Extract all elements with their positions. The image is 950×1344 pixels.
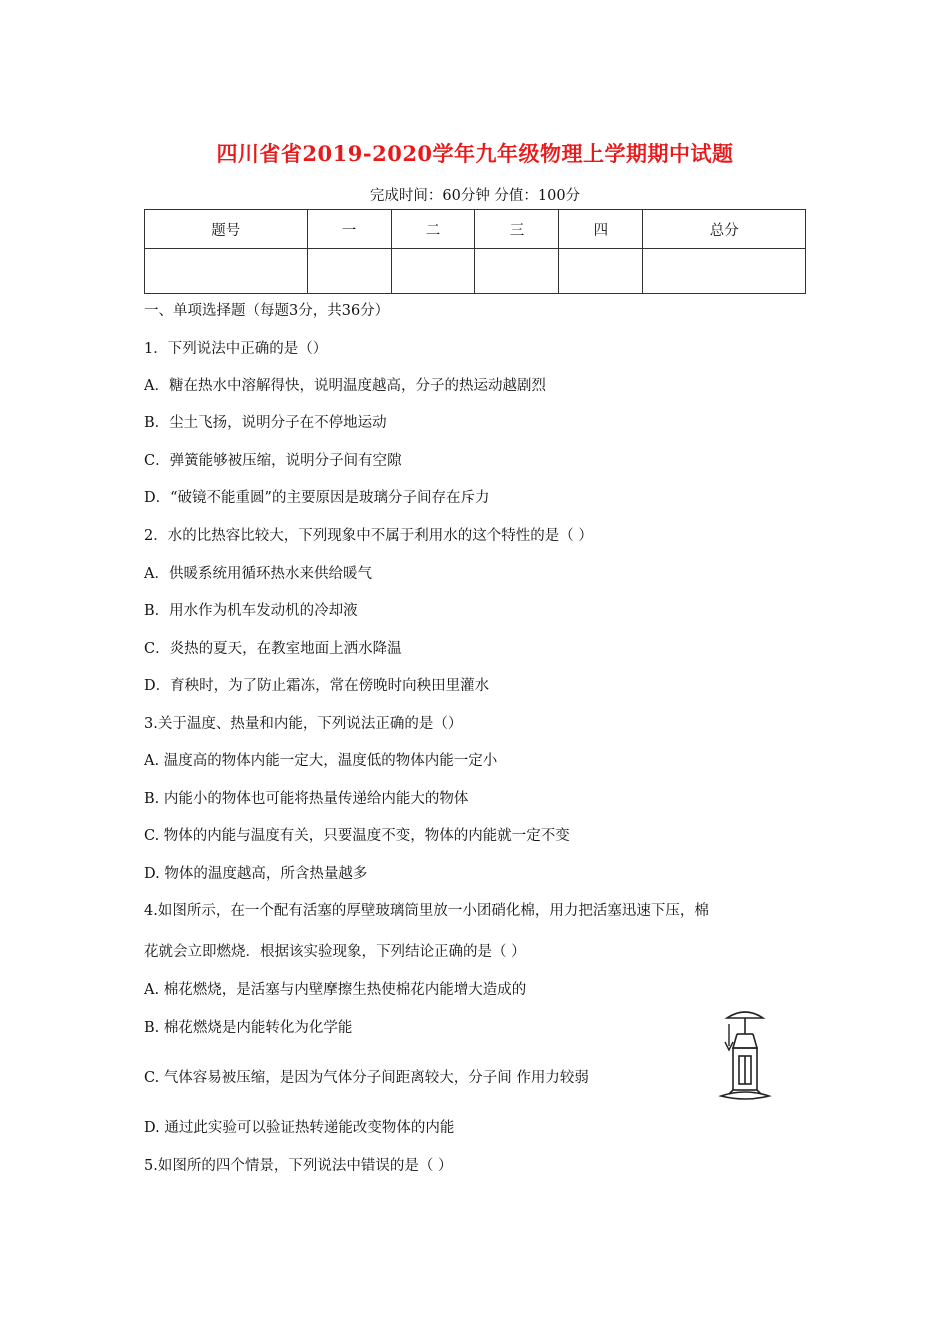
score-cell [307, 249, 391, 294]
score-table [144, 209, 806, 294]
question-4-option-c: C. 气体容易被压缩，是因为气体分子间距离较大，分子间 作用力较弱 [144, 1070, 589, 1086]
score-table-header-row [145, 210, 806, 249]
question-1-option-a: A．糖在热水中溶解得快，说明温度越高，分子的热运动越剧烈 [144, 378, 546, 394]
score-cell [391, 249, 475, 294]
question-2-option-d: D．育秧时，为了防止霜冻，常在傍晚时向秧田里灌水 [144, 678, 490, 694]
section-heading: 一、单项选择题（每题3分，共36分） [144, 303, 390, 319]
piston-cylinder-figure [715, 1008, 775, 1100]
question-2-option-b: B．用水作为机车发动机的冷却液 [144, 603, 358, 619]
question-3-option-a: A. 温度高的物体内能一定大，温度低的物体内能一定小 [144, 753, 498, 769]
exam-info: 完成时间：60分钟 分值：100分 [369, 188, 581, 204]
question-1-option-c: C．弹簧能够被压缩，说明分子间有空隙 [144, 453, 402, 469]
question-4-option-d: D. 通过此实验可以验证热转递能改变物体的内能 [144, 1120, 455, 1136]
question-4-stem-line-1: 4.如图所示，在一个配有活塞的厚壁玻璃筒里放一小团硝化棉，用力把活塞迅速下压，棉 [144, 903, 709, 919]
score-cell [559, 249, 643, 294]
question-3-option-c: C. 物体的内能与温度有关，只要温度不变，物体的内能就一定不变 [144, 828, 570, 844]
score-table-header-cell: 一 [307, 210, 391, 249]
score-cell [475, 249, 559, 294]
question-1-option-b: B．尘土飞扬，说明分子在不停地运动 [144, 415, 387, 431]
question-2-option-a: A．供暖系统用循环热水来供给暖气 [144, 566, 372, 582]
score-table-header-cell: 四 [559, 210, 643, 249]
score-table-header-cell: 二 [391, 210, 475, 249]
question-2-stem: 2．水的比热容比较大，下列现象中不属于利用水的这个特性的是（ ） [144, 528, 593, 544]
question-3-option-d: D. 物体的温度越高，所含热量越多 [144, 866, 368, 882]
question-3-option-b: B. 内能小的物体也可能将热量传递给内能大的物体 [144, 791, 469, 807]
score-table-header-cell: 三 [475, 210, 559, 249]
score-table-value-row [145, 249, 806, 294]
score-cell [643, 249, 806, 294]
score-table-header-cell: 总分 [643, 210, 806, 249]
question-1-option-d: D．“破镜不能重圆”的主要原因是玻璃分子间存在斥力 [144, 490, 490, 506]
question-5-stem: 5.如图所的四个情景，下列说法中错误的是（ ） [144, 1158, 453, 1174]
score-table-header-cell: 题号 [145, 210, 308, 249]
question-4-option-a: A. 棉花燃烧，是活塞与内壁摩擦生热使棉花内能增大造成的 [144, 982, 527, 998]
page-title: 四川省省2019-2020学年九年级物理上学期期中试题 [216, 141, 734, 166]
score-cell [145, 249, 308, 294]
question-1-stem: 1．下列说法中正确的是（） [144, 341, 328, 357]
question-4-stem-line-2: 花就会立即燃烧．根据该实验现象，下列结论正确的是（ ） [144, 944, 526, 960]
question-3-stem: 3.关于温度、热量和内能，下列说法正确的是（） [144, 716, 463, 732]
question-2-option-c: C．炎热的夏天，在教室地面上洒水降温 [144, 641, 402, 657]
question-4-option-b: B. 棉花燃烧是内能转化为化学能 [144, 1020, 353, 1036]
